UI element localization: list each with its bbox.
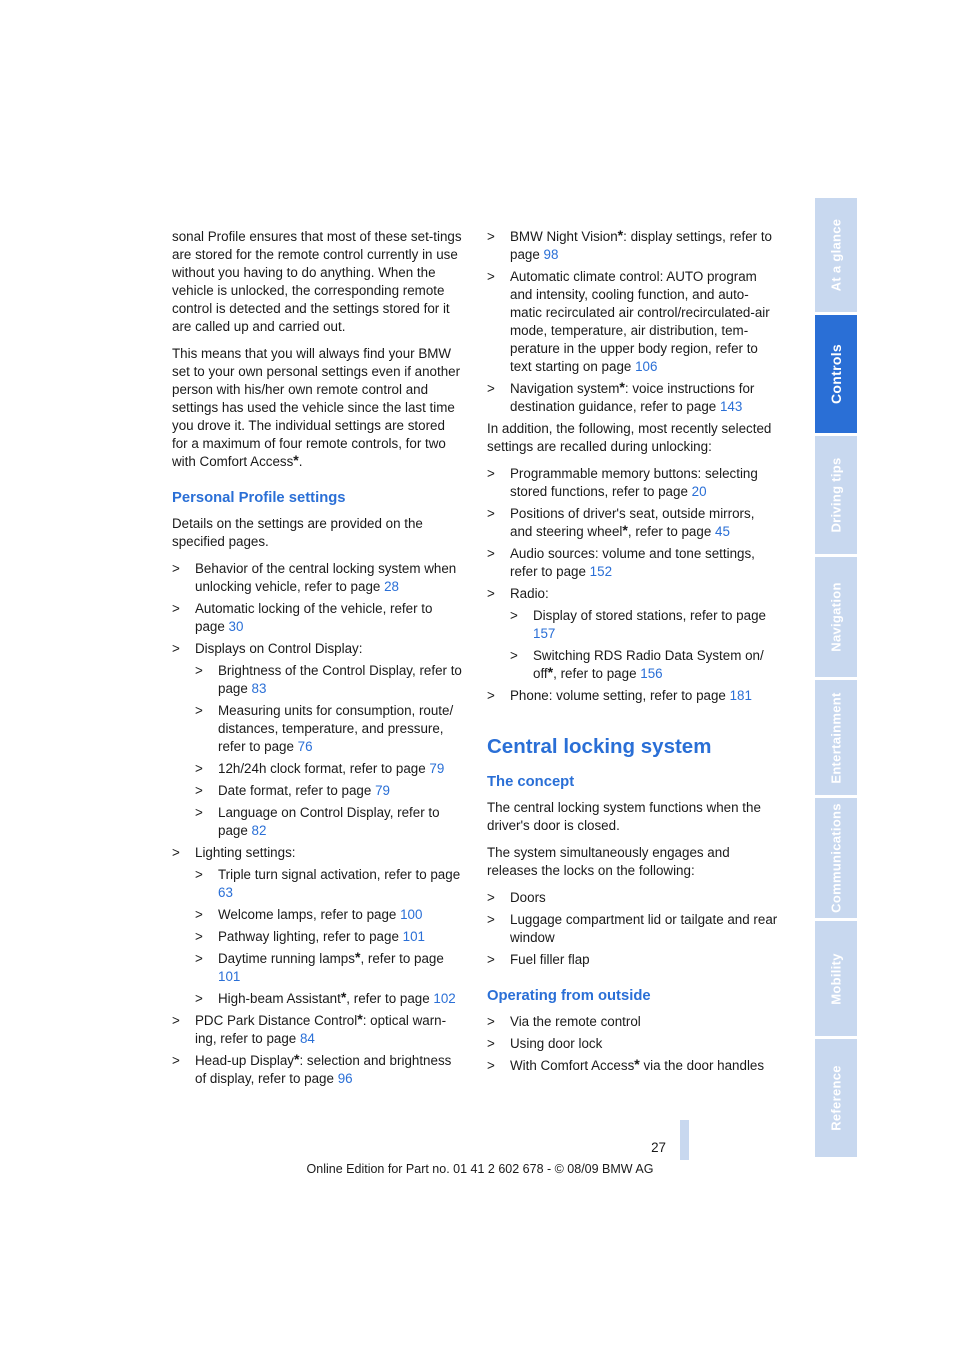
section-heading-concept: The concept <box>487 774 575 790</box>
section-heading-personal-profile: Personal Profile settings <box>172 490 346 506</box>
item-text: PDC Park Distance Control <box>195 1013 358 1028</box>
list-item-text <box>510 466 758 499</box>
bullet-marker: > <box>487 688 495 703</box>
chapter-tab-label: Mobility <box>828 952 844 1005</box>
bullet-marker: > <box>487 1014 495 1029</box>
item-text: Doors <box>510 890 546 905</box>
sub-list-item <box>195 928 464 946</box>
item-text: Luggage compartment lid or tailgate and rear window <box>510 912 778 945</box>
list-item <box>487 1057 780 1075</box>
list-item <box>487 1013 780 1031</box>
list-item-text <box>218 761 444 776</box>
sub-list-item <box>195 866 464 902</box>
recalled-settings-list <box>487 465 780 705</box>
bullet-marker: > <box>487 1036 495 1051</box>
list-item <box>172 560 464 596</box>
sub-list-item <box>195 990 464 1008</box>
bullet-marker: > <box>487 912 495 927</box>
page-reference-link[interactable]: 100 <box>400 907 423 922</box>
list-item-text <box>218 783 390 798</box>
bullet-marker: > <box>195 907 203 922</box>
left-column <box>172 228 464 1092</box>
list-item <box>487 911 780 947</box>
list-item-text <box>510 506 754 539</box>
list-item-text <box>195 845 296 860</box>
sub-list-item <box>195 760 464 778</box>
list-item <box>487 228 780 264</box>
page-reference-link[interactable]: 28 <box>384 579 399 594</box>
item-text: Measuring units for consumption, route/ distances, temperature, and pressure, refer to page <box>218 703 454 754</box>
sub-list-item <box>195 804 464 840</box>
list-item-text <box>510 586 549 601</box>
bullet-marker: > <box>510 648 518 663</box>
bullet-marker: > <box>172 601 180 616</box>
item-text: Audio sources: volume and tone settings, refer to page <box>510 546 755 579</box>
settings-list-continued <box>487 228 780 416</box>
list-item <box>487 380 780 416</box>
list-item <box>487 1035 780 1053</box>
item-text-continued: : voice instructions for destination guidance, refer to page <box>510 381 755 414</box>
chapter-tab-label: Driving tips <box>828 457 844 533</box>
settings-list <box>172 560 464 1088</box>
list-item <box>172 1012 464 1048</box>
chapter-tab-label: Entertainment <box>828 691 844 784</box>
item-text-continued: , refer to page <box>627 524 712 539</box>
list-item <box>487 687 780 705</box>
page-reference-link[interactable]: 20 <box>691 484 707 499</box>
list-item-text <box>510 912 777 945</box>
item-text: BMW Night Vision <box>510 229 618 244</box>
right-column <box>487 228 780 1079</box>
item-text: Automatic locking of the vehicle, refer to page <box>195 601 433 634</box>
page-reference-link[interactable]: 106 <box>635 359 658 374</box>
list-item <box>487 505 780 541</box>
sub-list-item <box>510 607 780 643</box>
item-text-continued: , refer to page <box>360 951 444 966</box>
item-text: Behavior of the central locking system when unlocking vehicle, refer to page <box>195 561 457 594</box>
item-text-continued: via the door handles <box>639 1058 765 1073</box>
concept-paragraph-1: The central locking system functions when the driver's door is closed. <box>487 800 761 833</box>
page-reference-link[interactable]: 63 <box>218 885 233 900</box>
chapter-tab-reference[interactable] <box>815 1039 857 1157</box>
item-text: Programmable memory buttons: selecting stored functions, refer to page <box>510 466 758 499</box>
page-reference-link[interactable]: 101 <box>218 969 241 984</box>
list-item-text <box>510 546 755 579</box>
list-item-text <box>218 991 456 1006</box>
option-asterisk: * <box>340 989 347 1005</box>
locks-list <box>487 889 780 969</box>
bullet-marker: > <box>487 506 495 521</box>
option-asterisk: * <box>357 1011 363 1027</box>
option-asterisk: * <box>634 1056 640 1072</box>
page-reference-link[interactable]: 82 <box>251 823 267 838</box>
details-paragraph: Details on the settings are provided on the specified pages. <box>172 516 423 549</box>
item-text: Using door lock <box>510 1036 603 1051</box>
list-item-text <box>510 1058 764 1073</box>
list-item <box>487 465 780 501</box>
page-reference-link[interactable]: 79 <box>429 761 445 776</box>
page-number: 27 <box>651 1140 666 1155</box>
bullet-marker: > <box>487 381 495 396</box>
chapter-tab-label: Controls <box>828 344 844 404</box>
item-text: Date format, refer to page <box>218 783 372 798</box>
bullet-marker: > <box>195 867 203 882</box>
bullet-marker: > <box>172 1053 180 1068</box>
sub-list-item <box>195 906 464 924</box>
list-item <box>487 889 780 907</box>
option-asterisk: * <box>294 1051 300 1067</box>
option-asterisk: * <box>619 379 625 395</box>
bullet-marker: > <box>172 641 180 656</box>
item-text-continued: : selection and brightness of display, refer to page <box>195 1053 452 1086</box>
bullet-marker: > <box>195 805 203 820</box>
list-item <box>487 545 780 581</box>
list-item <box>487 268 780 376</box>
list-item-text <box>510 1014 641 1029</box>
list-item-text <box>510 229 772 262</box>
chapter-heading: Central locking system <box>487 735 712 758</box>
item-text: Brightness of the Control Display, refer to page <box>218 663 462 696</box>
item-text: Fuel filler flap <box>510 952 590 967</box>
list-item-text <box>218 703 453 754</box>
list-item-text <box>510 688 752 703</box>
chapter-tab-label: Reference <box>828 1065 844 1131</box>
list-item-text <box>218 907 422 922</box>
bullet-marker: > <box>487 952 495 967</box>
list-item-text <box>195 561 456 594</box>
nested-list <box>510 607 780 683</box>
chapter-tab-communications[interactable] <box>815 798 857 918</box>
option-asterisk: * <box>622 522 628 538</box>
list-item <box>172 844 464 1008</box>
sub-list-item <box>195 662 464 698</box>
option-asterisk: * <box>547 664 554 680</box>
chapter-tab-label: Communications <box>828 803 844 913</box>
list-item-text <box>510 890 546 905</box>
page-reference-link[interactable]: 98 <box>543 247 559 262</box>
bullet-marker: > <box>487 466 495 481</box>
page-reference-link[interactable]: 79 <box>375 783 390 798</box>
page-reference-link[interactable]: 101 <box>402 929 425 944</box>
item-text: Triple turn signal activation, refer to page <box>218 867 461 882</box>
page-reference-link[interactable]: 156 <box>640 666 663 681</box>
chapter-tab-label: At a glance <box>828 218 844 292</box>
list-item-text <box>195 1053 451 1086</box>
bullet-marker: > <box>487 890 495 905</box>
item-text-continued: , refer to page <box>553 666 637 681</box>
addition-paragraph: In addition, the following, most recently selected settings are recalled during unlocking: <box>487 421 772 454</box>
chapter-tab-controls[interactable] <box>815 315 857 433</box>
page-reference-link[interactable]: 181 <box>729 688 752 703</box>
item-text-continued: : optical warn-ing, refer to page <box>195 1013 447 1046</box>
item-text: Phone: volume setting, refer to page <box>510 688 726 703</box>
item-text: 12h/24h clock format, refer to page <box>218 761 426 776</box>
option-asterisk: * <box>293 452 299 468</box>
item-text: Positions of driver's seat, outside mirrors, and steering wheel <box>510 506 755 539</box>
bullet-marker: > <box>195 991 203 1006</box>
list-item-text <box>533 648 764 681</box>
option-asterisk: * <box>354 949 361 965</box>
chapter-tab-at-a-glance[interactable] <box>815 198 857 312</box>
bullet-marker: > <box>487 546 495 561</box>
item-text: With Comfort Access <box>510 1058 635 1073</box>
bullet-marker: > <box>510 608 518 623</box>
bullet-marker: > <box>195 761 203 776</box>
list-item <box>172 640 464 840</box>
list-item-text <box>218 929 425 944</box>
intro-paragraph-2: This means that you will always find your BMW set to your own personal settings even if another person with his/her own remote control and settings has used the vehicle since the last time you drove it. The individual settings are stored for a maximum of four remote controls, for two with Comfort Access*. <box>172 346 461 469</box>
bullet-marker: > <box>172 561 180 576</box>
chapter-tab-mobility[interactable] <box>815 921 857 1036</box>
footer-edition-note: Online Edition for Part no. 01 41 2 602 678 - © 08/09 BMW AG <box>306 1162 654 1176</box>
chapter-tab-navigation[interactable] <box>815 557 857 677</box>
list-item-text <box>533 608 766 641</box>
list-item-text <box>510 381 754 414</box>
page-marker-bar <box>680 1120 689 1160</box>
list-item-text <box>218 663 462 696</box>
page-reference-link[interactable]: 143 <box>719 399 743 414</box>
concept-paragraph-2: The system simultaneously engages and releases the locks on the following: <box>487 845 730 878</box>
bullet-marker: > <box>195 951 203 966</box>
item-text: Language on Control Display, refer to page <box>218 805 440 838</box>
bullet-marker: > <box>172 845 180 860</box>
item-text: Via the remote control <box>510 1014 641 1029</box>
bullet-marker: > <box>487 1058 495 1073</box>
page-reference-link[interactable]: 76 <box>297 739 313 754</box>
page-reference-link[interactable]: 96 <box>337 1071 353 1086</box>
nested-list <box>195 662 464 840</box>
nested-list <box>195 866 464 1008</box>
list-item-text <box>510 952 590 967</box>
list-item-text <box>218 805 440 838</box>
item-text: Automatic climate control: AUTO program and intensity, cooling function, and auto-matic recirculated air control/recirculated-air mode, temperature, air distribution, tem-perature in the upper body region, refer to text starting on page <box>510 269 770 374</box>
bullet-marker: > <box>487 586 495 601</box>
list-item-text <box>195 601 432 634</box>
chapter-tab-entertainment[interactable] <box>815 680 857 795</box>
sub-list-item <box>195 950 464 986</box>
item-text: Displays on Control Display: <box>195 641 363 656</box>
list-item-text <box>510 1036 602 1051</box>
page-reference-link[interactable]: 152 <box>589 564 613 579</box>
page-reference-link[interactable]: 157 <box>533 626 556 641</box>
bullet-marker: > <box>172 1013 180 1028</box>
list-item-text <box>195 641 362 656</box>
item-text: Welcome lamps, refer to page <box>218 907 397 922</box>
item-text: Navigation system <box>510 381 620 396</box>
chapter-tabs <box>815 198 857 1160</box>
list-item <box>172 1052 464 1088</box>
option-asterisk: * <box>617 227 624 243</box>
chapter-tab-label: Navigation <box>828 582 844 652</box>
list-item <box>487 951 780 969</box>
page-reference-link[interactable]: 30 <box>228 619 244 634</box>
item-text-continued: , refer to page <box>346 991 430 1006</box>
bullet-marker: > <box>487 229 495 244</box>
page-reference-link[interactable]: 83 <box>251 681 267 696</box>
item-text: Switching RDS Radio Data System on/ off <box>533 648 764 681</box>
bullet-marker: > <box>487 269 495 284</box>
item-text: Lighting settings: <box>195 845 296 860</box>
list-item-text <box>218 951 444 984</box>
page-reference-link[interactable]: 84 <box>299 1031 315 1046</box>
page-reference-link[interactable]: 102 <box>433 991 456 1006</box>
list-item-text <box>195 1013 446 1046</box>
list-item-text <box>218 867 460 900</box>
page-reference-link[interactable]: 45 <box>715 524 730 539</box>
section-heading-operating-outside: Operating from outside <box>487 988 651 1004</box>
sub-list-item <box>195 782 464 800</box>
item-text-continued: : display settings, refer to page <box>510 229 772 262</box>
bullet-marker: > <box>195 663 203 678</box>
item-text: High-beam Assistant <box>218 991 341 1006</box>
list-item <box>487 585 780 683</box>
intro-paragraph-1: sonal Profile ensures that most of these set-tings are stored for the remote control currently in use without you having to do anything. When the vehicle is unlocked, the corresponding remote control is detected and the settings stored for it are called up and carried out. <box>172 229 462 334</box>
list-item <box>172 600 464 636</box>
bullet-marker: > <box>195 703 203 718</box>
list-item-text <box>510 269 770 374</box>
bullet-marker: > <box>195 783 203 798</box>
item-text: Radio: <box>510 586 549 601</box>
item-text: Pathway lighting, refer to page <box>218 929 399 944</box>
sub-list-item <box>195 702 464 756</box>
outside-operation-list <box>487 1013 780 1075</box>
sub-list-item <box>510 647 780 683</box>
bullet-marker: > <box>195 929 203 944</box>
chapter-tab-driving-tips[interactable] <box>815 436 857 554</box>
item-text: Head-up Display <box>195 1053 294 1068</box>
item-text: Display of stored stations, refer to page <box>533 608 766 623</box>
item-text: Daytime running lamps <box>218 951 355 966</box>
